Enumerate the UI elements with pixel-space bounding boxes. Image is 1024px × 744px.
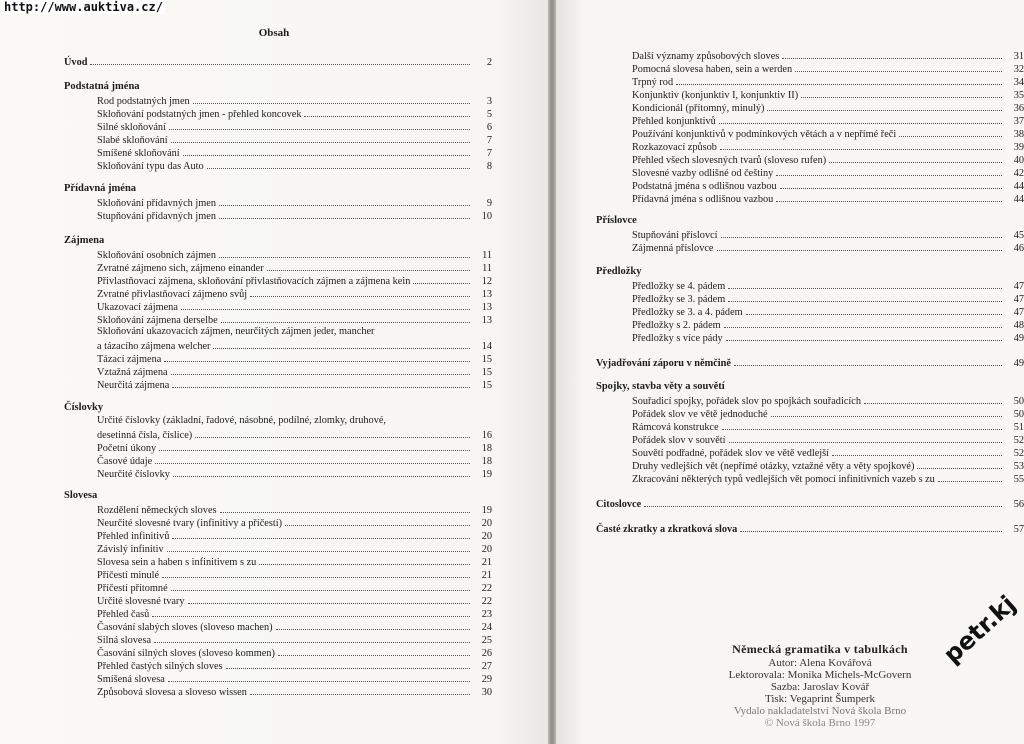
section-heading-slovesa: Slovesa <box>64 490 98 501</box>
toc-entry <box>632 331 1024 344</box>
toc-page-number: 50 <box>1013 396 1024 407</box>
toc-entry <box>97 454 492 467</box>
toc-entry-title: Předložky se 4. pádem <box>632 281 726 292</box>
toc-leader-dots <box>899 136 1002 137</box>
toc-entry <box>97 365 492 378</box>
toc-entry-title: Předložky s více pády <box>632 333 723 344</box>
toc-entry-title: Předložky s 2. pádem <box>632 320 721 331</box>
toc-entry <box>97 94 492 107</box>
toc-entry <box>97 378 492 391</box>
toc-leader-dots <box>267 270 470 271</box>
toc-entry <box>97 646 492 659</box>
toc-entry-title: Rozdělení německých sloves <box>97 505 217 516</box>
toc-entry <box>632 49 1024 62</box>
toc-entry-title: Rod podstatných jmen <box>97 96 190 107</box>
toc-leader-dots <box>938 481 1002 482</box>
book-title: Německá gramatika v tabulkách <box>732 642 908 656</box>
contents-title: Obsah <box>258 27 290 39</box>
toc-leader-dots <box>220 512 470 513</box>
toc-page-number: 18 <box>481 456 492 467</box>
toc-leader-dots <box>171 142 470 143</box>
toc-page-number: 2 <box>486 57 492 68</box>
toc-entry <box>632 127 1024 140</box>
toc-entry-line: Určité číslovky (základní, řadové, násobné, podílné, zlomky, druhové, <box>97 415 386 426</box>
toc-leader-dots <box>183 155 470 156</box>
toc-page-number: 39 <box>1013 142 1024 153</box>
toc-leader-dots <box>728 301 1002 302</box>
toc-entry-title: Smíšené skloňování <box>97 148 180 159</box>
toc-leader-dots <box>195 437 470 438</box>
toc-leader-dots <box>721 237 1002 238</box>
toc-leader-dots <box>171 374 470 375</box>
toc-entry-title: Zvratné zájmeno sich, zájmeno einander <box>97 263 264 274</box>
toc-entry <box>97 300 492 313</box>
toc-page-number: 11 <box>482 250 492 261</box>
toc-page-number: 46 <box>1013 243 1024 254</box>
toc-leader-dots <box>221 322 470 323</box>
toc-entry-title: Pořádek slov v souvětí <box>632 435 726 446</box>
toc-entry <box>632 318 1024 331</box>
toc-leader-dots <box>250 296 470 297</box>
toc-entry <box>596 356 1024 369</box>
toc-entry-title: Úvod <box>64 57 88 68</box>
toc-entry <box>97 146 492 159</box>
toc-entry <box>97 248 492 261</box>
toc-entry-title: Přehled všech slovesných tvarů (sloveso rufen) <box>632 155 827 166</box>
toc-page-number: 19 <box>481 469 492 480</box>
toc-page-number: 3 <box>486 96 492 107</box>
toc-page-number: 14 <box>481 341 492 352</box>
toc-leader-dots <box>304 116 470 117</box>
toc-entry-title: Souvětí podřadné, pořádek slov ve větě vedlejší <box>632 448 830 459</box>
toc-entry <box>64 55 492 68</box>
toc-leader-dots <box>181 309 470 310</box>
toc-page-number: 42 <box>1013 168 1024 179</box>
toc-entry <box>97 209 492 222</box>
toc-entry <box>97 659 492 672</box>
toc-page-number: 23 <box>481 609 492 620</box>
toc-leader-dots <box>159 450 470 451</box>
toc-page-number: 10 <box>481 211 492 222</box>
toc-leader-dots <box>717 250 1003 251</box>
toc-entry <box>632 114 1024 127</box>
colophon-line: Sazba: Jaroslav Kovář <box>770 681 870 693</box>
toc-entry-title: Další významy způsobových sloves <box>632 51 780 62</box>
toc-page-number: 12 <box>481 276 492 287</box>
toc-leader-dots <box>285 525 470 526</box>
toc-entry-title: Podstatná jména s odlišnou vazbou <box>632 181 777 192</box>
toc-entry-title: a tázacího zájmena welcher <box>97 341 211 352</box>
toc-leader-dots <box>722 429 1002 430</box>
toc-entry <box>97 529 492 542</box>
toc-entry-title: Skloňování přídavných jmen <box>97 198 216 209</box>
toc-page-number: 8 <box>486 161 492 172</box>
toc-entry-title: Časování slabých sloves (sloveso machen) <box>97 622 273 633</box>
toc-page-number: 9 <box>486 198 492 209</box>
toc-entry <box>632 394 1024 407</box>
toc-entry <box>97 594 492 607</box>
toc-entry-title: Citoslovce <box>596 499 642 510</box>
toc-page-number: 48 <box>1013 320 1024 331</box>
source-watermark: http://www.auktiva.cz/ <box>4 0 163 14</box>
book-spine <box>548 0 556 744</box>
toc-leader-dots <box>276 629 470 630</box>
toc-leader-dots <box>219 205 470 206</box>
toc-page-number: 18 <box>481 443 492 454</box>
toc-entry <box>632 75 1024 88</box>
toc-entry <box>97 287 492 300</box>
toc-entry-title: Skloňování zájmena derselbe <box>97 315 218 326</box>
section-heading-cislovky: Číslovky <box>64 402 104 413</box>
toc-page-number: 51 <box>1013 422 1024 433</box>
toc-page-number: 45 <box>1013 230 1024 241</box>
toc-page-number: 22 <box>481 596 492 607</box>
toc-page-number: 16 <box>481 430 492 441</box>
toc-entry-title: Vyjadřování záporu v němčině <box>596 358 731 369</box>
toc-leader-dots <box>173 476 470 477</box>
toc-leader-dots <box>171 590 470 591</box>
toc-entry <box>97 352 492 365</box>
toc-entry <box>97 274 492 287</box>
toc-entry <box>596 522 1024 535</box>
toc-leader-dots <box>169 129 470 130</box>
toc-entry-title: Skloňování osobních zájmen <box>97 250 216 261</box>
toc-entry-title: Zkracování některých typů vedlejších vět pomocí infinitivních vazeb s zu <box>632 474 935 485</box>
toc-page-number: 26 <box>481 648 492 659</box>
toc-leader-dots <box>167 551 470 552</box>
section-heading-spojky-stavba-vety-a-souveti: Spojky, stavba věty a souvětí <box>596 381 725 392</box>
toc-page-number: 15 <box>481 380 492 391</box>
toc-leader-dots <box>746 314 1002 315</box>
toc-page-number: 56 <box>1013 499 1024 510</box>
toc-entry-title: Neurčité slovesné tvary (infinitivy a příčestí) <box>97 518 282 529</box>
toc-entry-title: Časové údaje <box>97 456 153 467</box>
toc-page-number: 13 <box>481 315 492 326</box>
toc-entry <box>632 228 1024 241</box>
toc-entry <box>632 407 1024 420</box>
toc-entry-title: Pořádek slov ve větě jednoduché <box>632 409 768 420</box>
toc-page-number: 47 <box>1013 281 1024 292</box>
toc-page-number: 50 <box>1013 409 1024 420</box>
toc-leader-dots <box>801 97 1002 98</box>
toc-leader-dots <box>795 71 1002 72</box>
toc-page-number: 20 <box>481 518 492 529</box>
colophon-line: Tisk: Vegaprint Šumperk <box>764 693 875 705</box>
toc-page-number: 37 <box>1013 116 1024 127</box>
toc-entry <box>97 428 492 441</box>
toc-entry-title: Stupňování přídavných jmen <box>97 211 216 222</box>
toc-page-number: 7 <box>486 135 492 146</box>
section-heading-prislovce: Příslovce <box>596 215 637 226</box>
toc-page-number: 30 <box>481 687 492 698</box>
toc-entry-title: Neurčitá zájmena <box>97 380 170 391</box>
toc-page-number: 34 <box>1013 77 1024 88</box>
toc-leader-dots <box>259 564 470 565</box>
toc-entry <box>97 107 492 120</box>
toc-page-number: 47 <box>1013 294 1024 305</box>
owner-stamp: petr.kj <box>938 590 1022 669</box>
colophon-line: Lektorovala: Monika Michels-McGovern <box>728 669 912 681</box>
toc-entry <box>632 153 1024 166</box>
toc-leader-dots <box>188 603 471 604</box>
toc-page-number: 6 <box>486 122 492 133</box>
toc-entry-title: Rámcová konstrukce <box>632 422 719 433</box>
toc-entry-title: Silné skloňování <box>97 122 166 133</box>
toc-entry-title: Závislý infinitiv <box>97 544 164 555</box>
toc-entry-title: Předložky se 3. a 4. pádem <box>632 307 743 318</box>
toc-page-number: 21 <box>481 570 492 581</box>
toc-entry <box>97 441 492 454</box>
toc-page-number: 40 <box>1013 155 1024 166</box>
toc-entry-title: Vztažná zájmena <box>97 367 168 378</box>
toc-entry <box>97 313 492 326</box>
toc-page-number: 13 <box>481 302 492 313</box>
toc-entry <box>97 685 492 698</box>
toc-entry-title: Slabé skloňování <box>97 135 168 146</box>
toc-leader-dots <box>90 64 470 65</box>
toc-entry-title: desetinná čísla, číslice) <box>97 430 193 441</box>
toc-entry <box>97 133 492 146</box>
toc-page-number: 13 <box>481 289 492 300</box>
toc-entry <box>97 339 492 352</box>
toc-entry-title: Přehled časů <box>97 609 150 620</box>
section-heading-pridavna-jmena: Přídavná jména <box>64 183 137 194</box>
toc-entry-title: Příčestí minulé <box>97 570 160 581</box>
toc-page-number: 44 <box>1013 181 1024 192</box>
toc-entry <box>97 516 492 529</box>
toc-page-number: 19 <box>481 505 492 516</box>
toc-page-number: 36 <box>1013 103 1024 114</box>
toc-page-number: 49 <box>1013 358 1024 369</box>
toc-leader-dots <box>155 463 470 464</box>
toc-page-number: 29 <box>481 674 492 685</box>
toc-entry <box>97 120 492 133</box>
toc-leader-dots <box>164 361 470 362</box>
toc-entry-title: Pomocná slovesa haben, sein a werden <box>632 64 793 75</box>
toc-entry-title: Kondicionál (přítomný, minulý) <box>632 103 765 114</box>
toc-leader-dots <box>172 387 470 388</box>
toc-entry-title: Přídavná jména s odlišnou vazbou <box>632 194 774 205</box>
toc-entry-title: Rozkazovací způsob <box>632 142 717 153</box>
toc-leader-dots <box>832 455 1002 456</box>
toc-entry-title: Skloňování podstatných jmen - přehled koncovek <box>97 109 302 120</box>
toc-entry-title: Přivlastňovací zájmena, skloňování přivlastňovacích zájmen a zájmena kein <box>97 276 411 287</box>
toc-entry <box>632 62 1024 75</box>
toc-entry-title: Početní úkony <box>97 443 157 454</box>
toc-page-number: 11 <box>482 263 492 274</box>
toc-entry-title: Ukazovací zájmena <box>97 302 178 313</box>
toc-leader-dots <box>917 468 1002 469</box>
toc-page-number: 49 <box>1013 333 1024 344</box>
toc-leader-dots <box>719 123 1002 124</box>
toc-entry-title: Souřadicí spojky, pořádek slov po spojkách souřadicích <box>632 396 861 407</box>
toc-page-number: 47 <box>1013 307 1024 318</box>
toc-entry-title: Slovesa sein a haben s infinitivem s zu <box>97 557 257 568</box>
toc-entry <box>632 459 1024 472</box>
toc-entry-title: Tázací zájmena <box>97 354 162 365</box>
toc-leader-dots <box>219 257 470 258</box>
toc-page-number: 35 <box>1013 90 1024 101</box>
toc-page-number: 55 <box>1013 474 1024 485</box>
toc-leader-dots <box>644 506 1002 507</box>
toc-entry-title: Slovesné vazby odlišné od češtiny <box>632 168 774 179</box>
toc-page-number: 53 <box>1013 461 1024 472</box>
section-heading-podstatna-jmena: Podstatná jména <box>64 81 140 92</box>
toc-leader-dots <box>676 84 1002 85</box>
toc-page-number: 7 <box>486 148 492 159</box>
toc-leader-dots <box>154 642 470 643</box>
toc-leader-dots <box>780 188 1002 189</box>
toc-entry <box>97 607 492 620</box>
toc-entry-title: Používání konjunktivů v podmínkových větách a v nepřímé řeči <box>632 129 897 140</box>
toc-entry <box>632 140 1024 153</box>
toc-entry-title: Silná slovesa <box>97 635 152 646</box>
toc-leader-dots <box>207 168 470 169</box>
toc-leader-dots <box>162 577 470 578</box>
toc-entry <box>632 88 1024 101</box>
toc-entry-title: Zájmenná příslovce <box>632 243 714 254</box>
toc-leader-dots <box>734 365 1002 366</box>
colophon <box>690 642 950 729</box>
toc-entry <box>632 192 1024 205</box>
toc-page-number: 20 <box>481 531 492 542</box>
toc-entry-title: Předložky se 3. pádem <box>632 294 726 305</box>
toc-leader-dots <box>726 340 1002 341</box>
toc-entry-title: Časování silných sloves (sloveso kommen) <box>97 648 275 659</box>
toc-leader-dots <box>771 416 1002 417</box>
toc-leader-dots <box>724 327 1002 328</box>
toc-leader-dots <box>168 681 470 682</box>
toc-page-number: 15 <box>481 367 492 378</box>
toc-entry-title: Časté zkratky a zkratková slova <box>596 524 738 535</box>
toc-entry <box>632 292 1024 305</box>
toc-entry <box>97 620 492 633</box>
toc-entry-title: Skloňování typu das Auto <box>97 161 204 172</box>
toc-page-number: 21 <box>481 557 492 568</box>
toc-leader-dots <box>767 110 1002 111</box>
toc-page-number: 20 <box>481 544 492 555</box>
toc-entry-title: Příčestí přítomné <box>97 583 168 594</box>
toc-entry <box>632 179 1024 192</box>
toc-entry-line: Skloňování ukazovacích zájmen, neurčitých zájmen jeder, mancher <box>97 326 375 337</box>
toc-entry <box>97 159 492 172</box>
section-heading-zajmena: Zájmena <box>64 235 105 246</box>
colophon-line: Autor: Alena Kovářová <box>768 657 872 669</box>
toc-entry <box>632 420 1024 433</box>
toc-leader-dots <box>213 348 470 349</box>
toc-page-number: 52 <box>1013 435 1024 446</box>
toc-entry <box>97 467 492 480</box>
toc-page-number: 32 <box>1013 64 1024 75</box>
toc-leader-dots <box>782 58 1002 59</box>
toc-entry-title: Neurčité číslovky <box>97 469 170 480</box>
toc-page-number: 25 <box>481 635 492 646</box>
toc-entry <box>632 433 1024 446</box>
toc-page-number: 5 <box>486 109 492 120</box>
toc-entry <box>632 279 1024 292</box>
toc-entry-title: Smíšená slovesa <box>97 674 165 685</box>
toc-entry <box>97 568 492 581</box>
toc-entry <box>97 555 492 568</box>
toc-entry-title: Druhy vedlejších vět (nepřímé otázky, vztažné věty a věty spojkové) <box>632 461 915 472</box>
colophon-line: © Nová škola Brno 1997 <box>764 717 876 729</box>
toc-leader-dots <box>413 283 470 284</box>
toc-entry-title: Konjunktiv (konjunktiv I, konjunktiv II) <box>632 90 799 101</box>
toc-entry-title: Přehled častých silných sloves <box>97 661 223 672</box>
toc-entry-title: Přehled konjunktivů <box>632 116 716 127</box>
toc-leader-dots <box>776 175 1002 176</box>
toc-entry-title: Způsobová slovesa a sloveso wissen <box>97 687 247 698</box>
toc-entry <box>632 241 1024 254</box>
toc-page-number: 44 <box>1013 194 1024 205</box>
toc-leader-dots <box>829 162 1002 163</box>
toc-entry <box>97 261 492 274</box>
toc-leader-dots <box>278 655 470 656</box>
toc-entry-title: Přehled infinitivů <box>97 531 170 542</box>
toc-entry <box>632 446 1024 459</box>
toc-entry <box>632 305 1024 318</box>
toc-entry <box>596 497 1024 510</box>
toc-entry <box>632 472 1024 485</box>
toc-page-number: 24 <box>481 622 492 633</box>
toc-leader-dots <box>219 218 470 219</box>
section-heading-predlozky: Předložky <box>596 266 642 277</box>
toc-page-number: 52 <box>1013 448 1024 459</box>
toc-leader-dots <box>152 616 470 617</box>
toc-entry <box>632 166 1024 179</box>
toc-page-number: 15 <box>481 354 492 365</box>
toc-entry <box>97 633 492 646</box>
toc-entry <box>97 672 492 685</box>
toc-leader-dots <box>720 149 1002 150</box>
toc-entry-title: Zvratné přivlastňovací zájmeno svůj <box>97 289 248 300</box>
toc-entry <box>97 196 492 209</box>
toc-entry <box>632 101 1024 114</box>
toc-entry <box>97 581 492 594</box>
toc-entry-title: Určité slovesné tvary <box>97 596 185 607</box>
toc-leader-dots <box>740 531 1002 532</box>
toc-page-number: 22 <box>481 583 492 594</box>
toc-leader-dots <box>193 103 470 104</box>
toc-entry-title: Trpný rod <box>632 77 674 88</box>
toc-entry <box>97 542 492 555</box>
toc-page-number: 57 <box>1013 524 1024 535</box>
toc-entry-title: Stupňování příslovcí <box>632 230 718 241</box>
toc-leader-dots <box>864 403 1002 404</box>
colophon-line: Vydalo nakladatelství Nová škola Brno <box>733 705 907 717</box>
toc-leader-dots <box>250 694 470 695</box>
toc-page-number: 38 <box>1013 129 1024 140</box>
toc-page-number: 31 <box>1013 51 1024 62</box>
toc-leader-dots <box>226 668 470 669</box>
toc-leader-dots <box>728 288 1002 289</box>
toc-leader-dots <box>776 201 1002 202</box>
toc-leader-dots <box>172 538 470 539</box>
toc-leader-dots <box>729 442 1002 443</box>
toc-page-number: 27 <box>481 661 492 672</box>
toc-entry <box>97 503 492 516</box>
